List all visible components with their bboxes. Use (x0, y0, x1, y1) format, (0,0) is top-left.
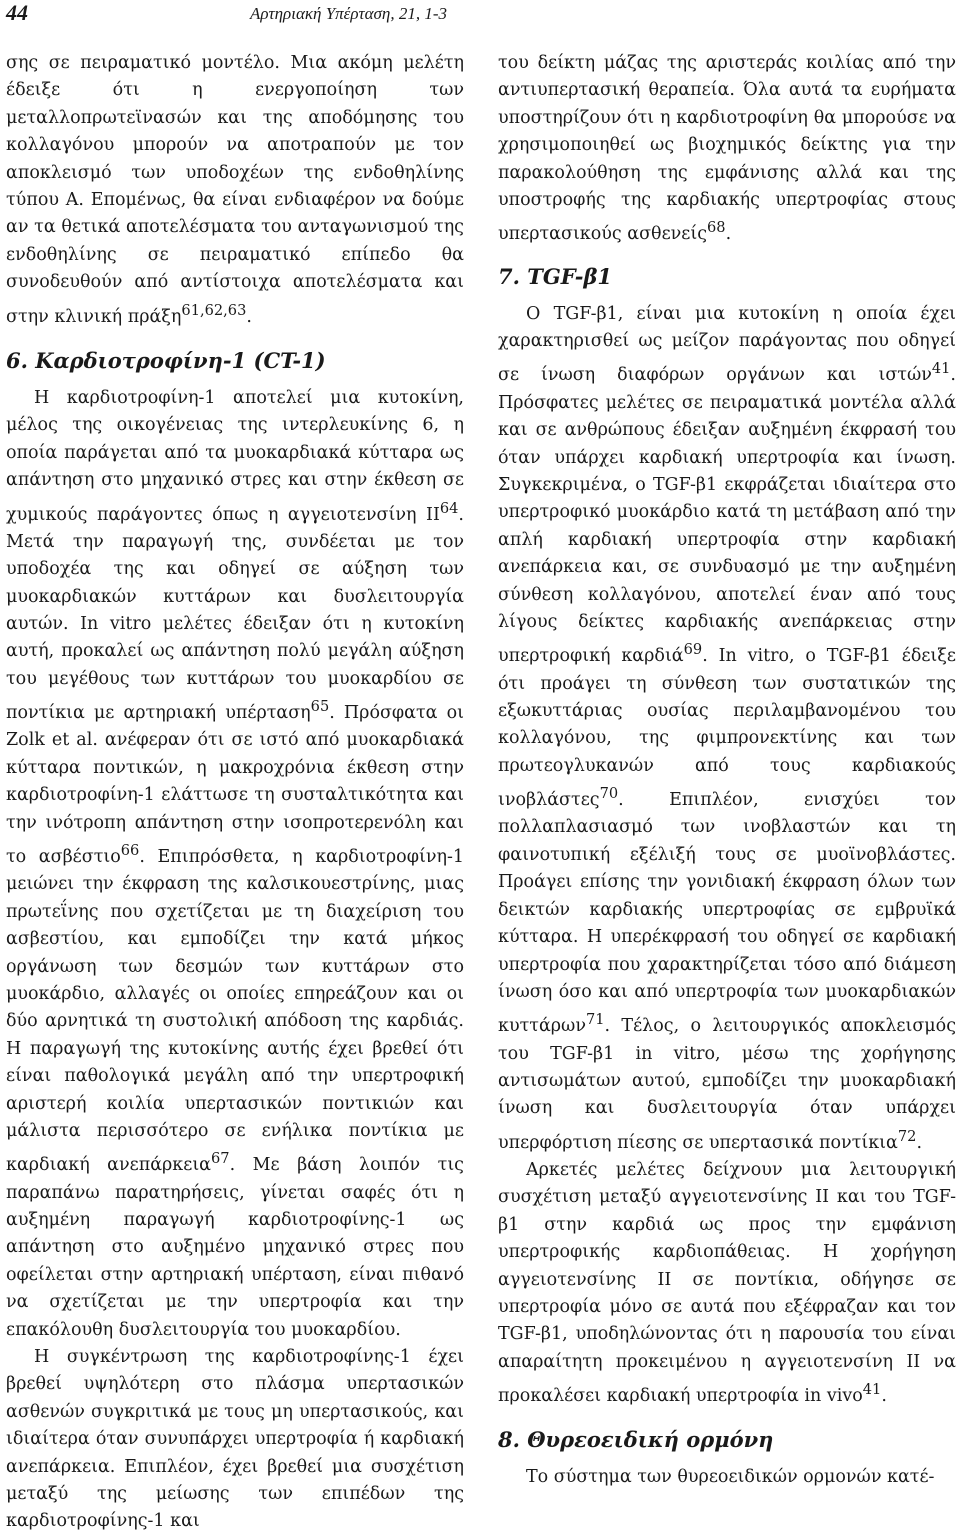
citation: 64 (439, 499, 459, 517)
citation: 41 (862, 1381, 882, 1399)
paragraph-ct1: Η καρδιοτροφίνη-1 αποτελεί μια κυτοκίνη, μέλος της οικογένειας της ιντερλευκίνης 6, η οποία παράγεται από τα μυοκαρδιακά κύτταρα ως απάντηση στο μηχανικό στρες και στην έκθεση σε χυμικούς παράγοντες όπως η αγγειοτενσίνη ΙΙ$^{64}$. Μετά την παραγωγή της, συνδέεται με τον υποδοχέα της και οδηγεί σε αύξηση των μυοκαρδιακών κυττάρων και δυσλειτουργία αυτών. In vitro μελέτες έδειξαν ότι η κυτοκίνη αυτή, προκαλεί ως απάντηση πολύ μεγάλη αύξηση του μεγέθους των κυττάρων του μυοκαρδίου σε ποντίκια με αρτηριακή υπέρταση$^{65}$. Πρόσφατα οι Zolk et al. ανέφεραν ότι σε ιστό από μυοκαρδιακά κύτταρα ποντικών, η μακροχρόνια έκθεση στην καρδιοτροφίνη-1 ελάττωσε τη συσταλτικότητα και την ινότροπη απάντηση στην ισοπροτερενόλη και το ασβέστιο$^{66}$. Επιπρόσθετα, η καρδιοτροφίνη-1 μειώνει την έκφραση της καλσικουεστρίνης, μιας πρωτεΐνης που σχετίζεται με τη διαχείριση του ασβεστίου, και εμποδίζει την κατά μήκος οργάνωση των δεσμών των κυττάρων στο μυοκάρδιο, αλλαγές οι οποίες επηρεάζουν και οι δύο αρνητικά τη συστολική απόδοση της καρδιάς. Η παραγωγή της κυτοκίνης αυτής έχει βρεθεί ότι είναι παθολογικά μεγάλη από την υπερτροφική αριστερή κοιλία υπερτασικών ποντικιών και μάλιστα περισσότερο σε ενήλικα ποντίκια με καρδιακή ανεπάρκεια$^{67}$. Με βάση λοιπόν τις παραπάνω παρατηρήσεις, γίνεται σαφές ότι η αυξημένη παραγωγή καρδιοτροφίνης-1 ως απάντηση στο αυξημένο μηχανικό στρες που οφείλεται στην αρτηριακή υπέρταση, είναι πιθανό να σχετίζεται με την υπερτροφία και την επακόλουθη δυσλειτουργία του μυοκαρδίου. (6, 387, 464, 1340)
section-heading-thyroid: 8. Θυρεοειδική ορμόνη (498, 1427, 774, 1453)
citation: 41 (931, 360, 951, 378)
page-number: 44 (6, 0, 28, 25)
paragraph-tgf: Ο TGF-β1, είναι μια κυτοκίνη η οποία έχει χαρακτηρισθεί ως μείζον παράγοντας που οδηγεί σε ίνωση διαφόρων οργάνων και ιστών$^{41}$. Πρόσφατες μελέτες σε πειραματικά μοντέλα αλλά και σε ανθρώπους έδειξαν αυξημένη έκφρασή του όταν υπάρχει καρδιακή υπερτροφία και ίνωση. Συγκεκριμένα, ο TGF-β1 εκφράζεται ιδιαίτερα στο υπερτροφικό μυοκάρδιο κατά τη μετάβαση από την απλή καρδιακή υπερτροφία στην καρδιακή ανεπάρκεια και, σε συνδυασμό με την αυξημένη σύνθεση κολλαγόνου, αποτελεί έναν από τους λίγους δείκτες καρδιακής ανεπάρκειας στην υπερτροφική καρδιά$^{69}$. In vitro, ο TGF-β1 έδειξε ότι προάγει τη σύνθεση των συστατικών της εξωκυττάριας ουσίας περιλαμβανομένου του κολλαγόνου, της φιμπρονεκτίνης και των πρωτεογλυκανών από τους καρδιακούς ινοβλάστες$^{70}$. Επιπλέον, ενισχύει τον πολλαπλασιασμό των ινοβλαστών και τη φαινοτυπική εξέλιξή τους σε μυοϊνοβλάστες. Προάγει επίσης την γονιδιακή έκφραση όλων των δεικτών καρδιακής υπερτροφίας σε εμβρυϊκά κύτταρα. Η υπερέκφρασή του οδηγεί σε καρδιακή υπερτροφία που χαρακτηρίζεται τόσο από διάμεση ίνωση όσο και από υπερτροφία των μυοκαρδιακών κυττάρων$^{71}$. Τέλος, ο λειτουργικός αποκλεισμός του TGF-β1 in vitro, μέσω της χορήγησης αντισωμάτων αυτού, εμποδίζει την μυοκαρδιακή ίνωση και δυσλειτουργία όταν υπάρχει υπερφόρτιση πίεσης σε υπερτασικά ποντίκια$^{72}$. (498, 303, 956, 1153)
paragraph-ct1-continued: του δείκτη μάζας της αριστεράς κοιλίας από την αντιυπερτασική θεραπεία. Όλα αυτά τα ευρήματα υποστηρίζουν ότι η καρδιοτροφίνη θα μπορούσε να χρησιμοποιηθεί ως βιοχημικός δείκτης για την παρακολούθηση της εμφάνισης αλλά και της υποστροφής της καρδιακής υπερτροφίας στους υπερτασικούς ασθενείς$^{68}$. (498, 53, 956, 245)
section-heading-cardiotrophin: 6. Καρδιοτροφίνη-1 (CT-1) (6, 347, 326, 373)
section-heading-tgf: 7. TGF-β1 (498, 263, 613, 289)
citation: 70 (599, 785, 619, 803)
citation: 71 (585, 1011, 605, 1029)
paragraph-ct1-concentration: Η συγκέντρωση της καρδιοτροφίνης-1 έχει βρεθεί υψηλότερη στο πλάσμα υπερτασικών ασθενών συγκριτικά με τους μη υπερτασικούς, και ιδιαίτερα όταν συνυπάρχει υπερτροφία ή καρδιακή ανεπάρκεια. Επιπλέον, έχει βρεθεί μια συσχέτιση μεταξύ της μείωσης των επιπέδων της καρδιοτροφίνης-1 και (6, 1347, 464, 1532)
citation: 61,62,63 (181, 301, 247, 319)
right-column (498, 50, 956, 1492)
citation: 66 (120, 842, 140, 860)
citation: 65 (310, 698, 330, 716)
citation: 72 (897, 1127, 917, 1145)
left-column (6, 50, 464, 1536)
page-header (0, 0, 960, 40)
paragraph-intro: σης σε πειραματικό μοντέλο. Μια ακόμη μελέτη έδειξε ότι η ενεργοποίηση των μεταλλοπρωτεϊνασών και της αποδόμησης του κολλαγόνου μπορούν να αποτραπούν με τον αποκλεισμό των υποδοχέων της ενδοθηλίνης τύπου Α. Επομένως, θα είναι ενδιαφέρον να δούμε αν τα θετικά αποτελέσματα του ανταγωνισμού της ενδοθηλίνης σε πειραματικό επίπεδο θα συνοδευθούν από αντίστοιχα αποτελέσματα και στην κλινική πράξη$^{61,62,63}$. (6, 53, 464, 327)
paragraph-tgf-angiotensin: Αρκετές μελέτες δείχνουν μια λειτουργική συσχέτιση μεταξύ αγγειοτενσίνης ΙΙ και του TGF-β1 στην καρδιά ως προς την εμφάνιση υπερτροφικής καρδιοπάθειας. Η χορήγηση αγγειοτενσίνης ΙΙ σε ποντίκια, οδήγησε σε υπερτροφία μόνο σε αυτά που εξέφραζαν και τον TGF-β1, υποδηλώνοντας ότι η παρουσία του είναι απαραίτητη προκειμένου η αγγειοτενσίνη ΙΙ να προκαλέσει καρδιακή υπερτροφία in vivo$^{41}$. (498, 1160, 956, 1407)
citation: 69 (683, 641, 703, 659)
citation: 68 (707, 219, 726, 237)
paragraph-thyroid: Το σύστημα των θυρεοειδικών ορμονών κατέ- (526, 1467, 935, 1488)
citation: 67 (211, 1150, 230, 1168)
journal-running-title: Αρτηριακή Υπέρταση, 21, 1-3 (250, 4, 448, 23)
